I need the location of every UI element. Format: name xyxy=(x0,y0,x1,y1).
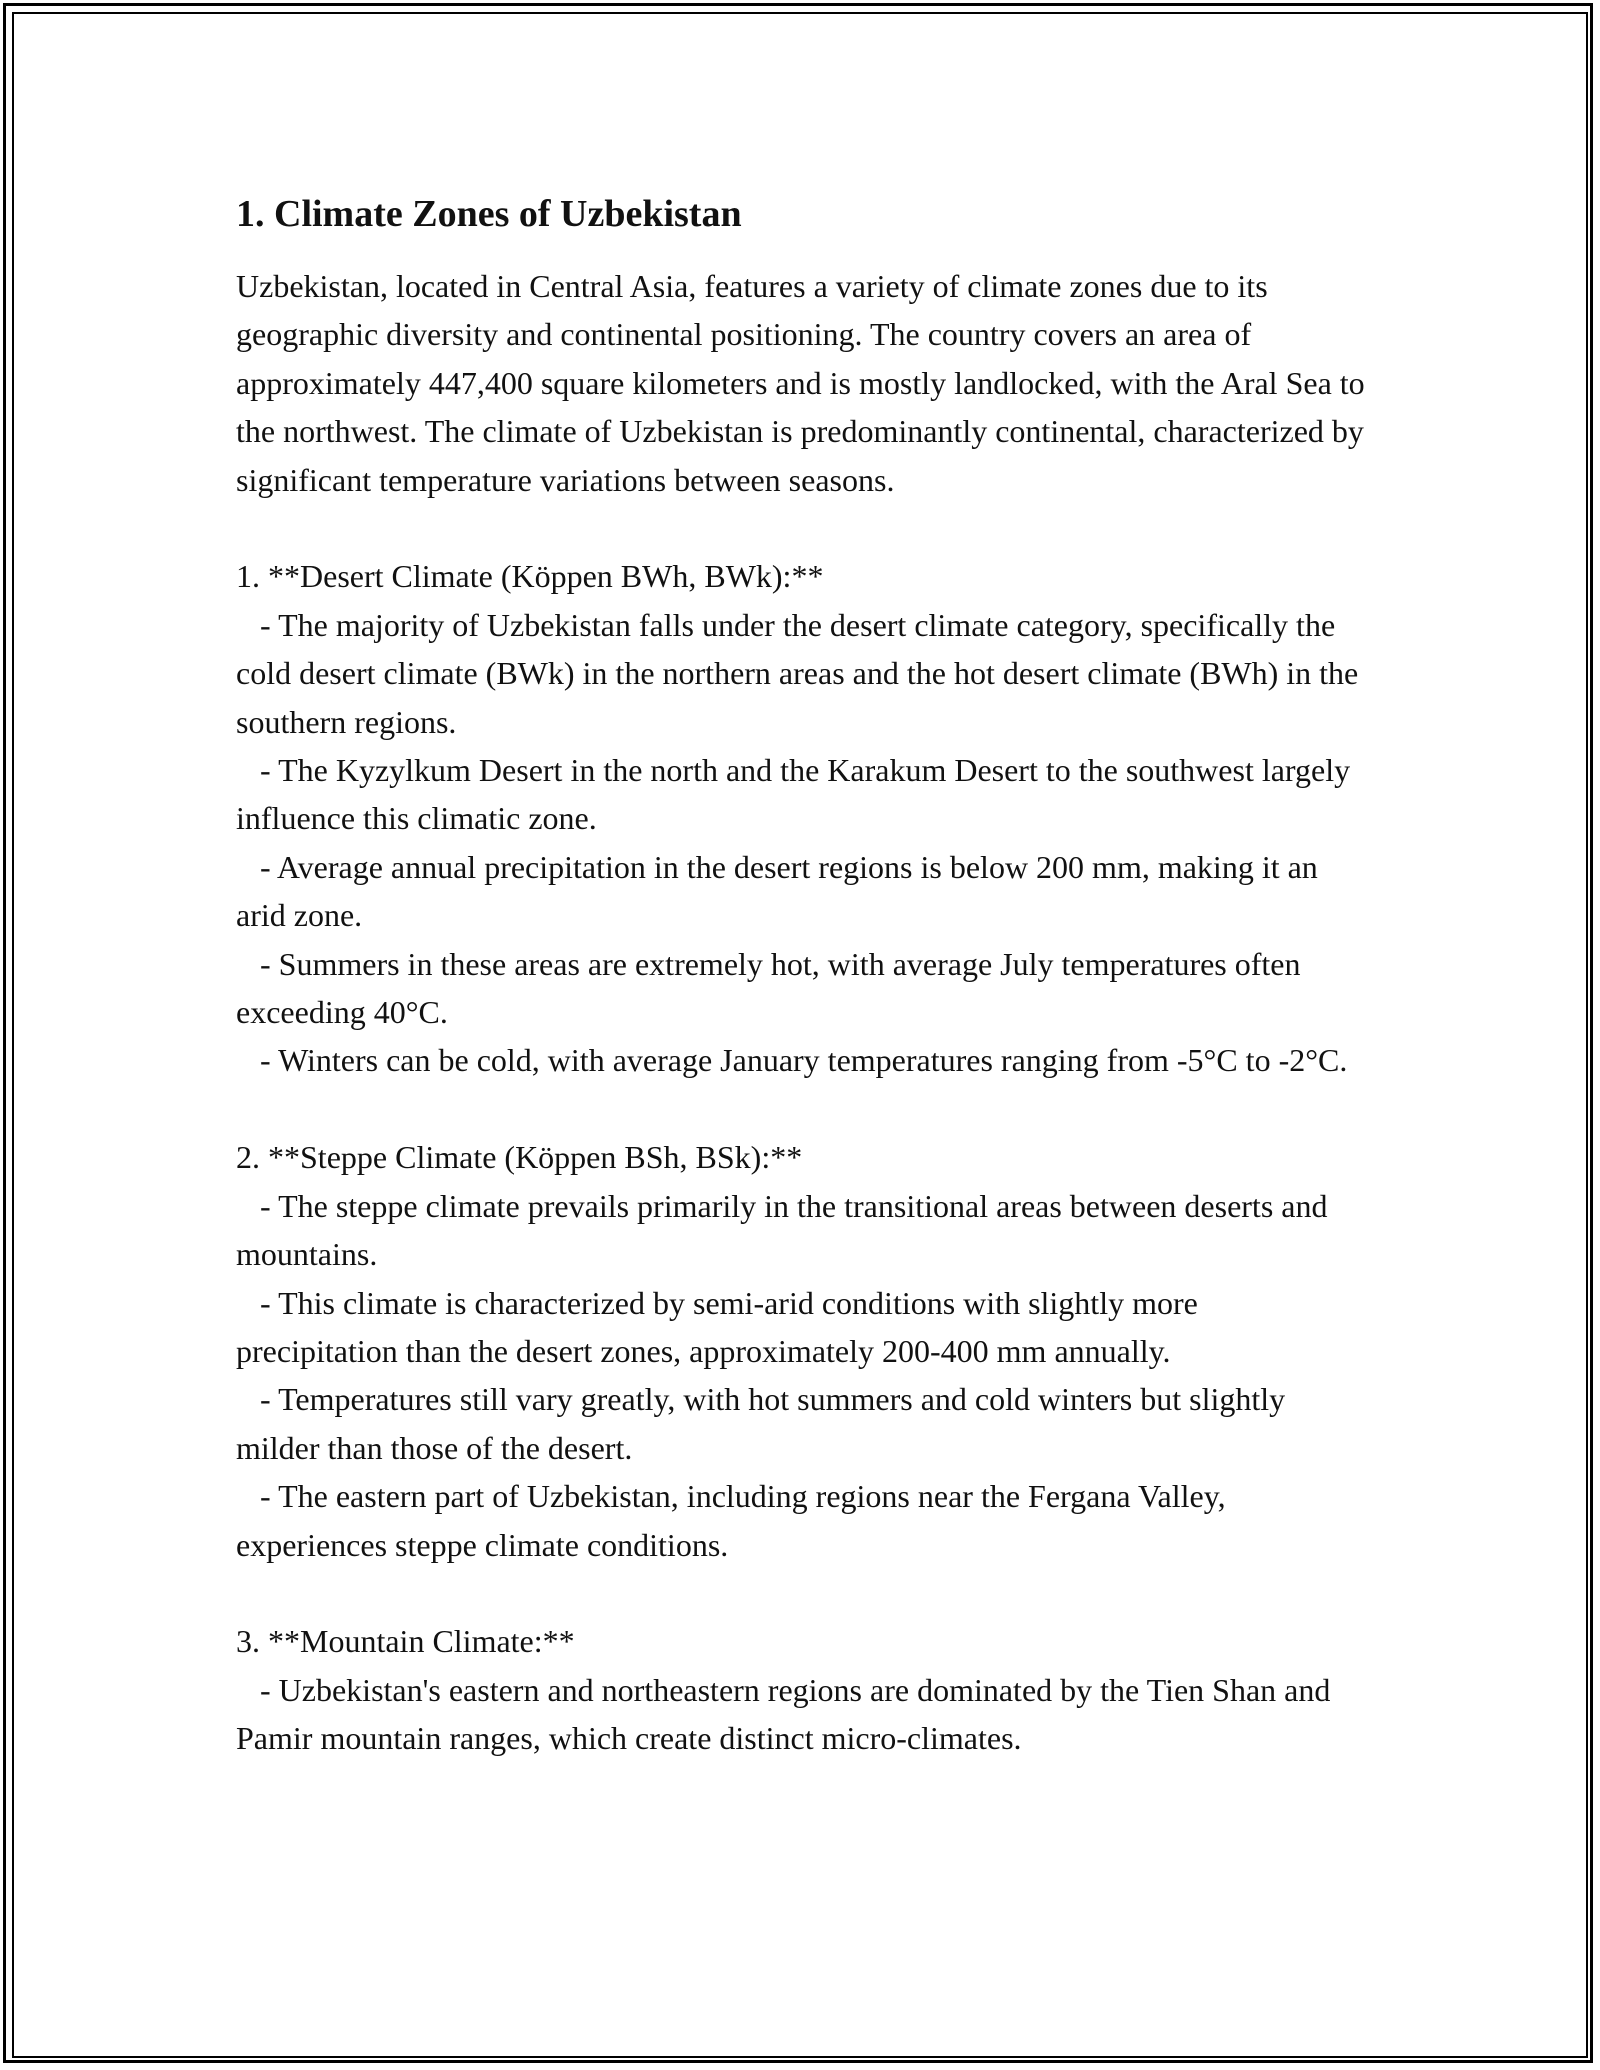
section-spacer xyxy=(236,1085,1366,1133)
list-item: - The majority of Uzbekistan falls under the desert climate category, specifically the cold desert climate (BWk) in the northern areas and the hot desert climate (BWh) in the southern regions. xyxy=(236,606,1367,740)
list-item: - Temperatures still vary greatly, with hot summers and cold winters but slightly milder than those of the desert. xyxy=(236,1381,1294,1466)
section-heading: 3. **Mountain Climate:** xyxy=(236,1623,575,1660)
list-item: - The Kyzylkum Desert in the north and the Karakum Desert to the southwest largely influence this climatic zone. xyxy=(236,752,1359,837)
section-steppe-climate xyxy=(236,1133,1366,1569)
document-title: 1. Climate Zones of Uzbekistan xyxy=(236,193,742,235)
section-spacer xyxy=(236,504,1366,552)
list-item: - Summers in these areas are extremely hot, with average July temperatures often exceeding 40°C. xyxy=(236,945,1309,1031)
section-spacer xyxy=(236,1569,1366,1617)
list-item: - The steppe climate prevails primarily in the transitional areas between deserts and mountains. xyxy=(236,1187,1336,1273)
section-heading: 2. **Steppe Climate (Köppen BSh, BSk):** xyxy=(236,1139,803,1176)
list-item: - Average annual precipitation in the desert regions is below 200 mm, making it an arid zone. xyxy=(236,848,1326,934)
document-page xyxy=(236,186,1366,1763)
list-item: - This climate is characterized by semi-arid conditions with slightly more precipitation than the desert zones, approximately 200-400 mm annually. xyxy=(236,1284,1206,1369)
section-heading: 1. **Desert Climate (Köppen BWh, BWk):** xyxy=(236,558,824,595)
list-item: - The eastern part of Uzbekistan, including regions near the Fergana Valley, experiences steppe climate conditions. xyxy=(236,1478,1234,1563)
list-item: - Winters can be cold, with average January temperatures ranging from -5°C to -2°C. xyxy=(236,1042,1348,1079)
section-mountain-climate xyxy=(236,1617,1366,1762)
section-desert-climate xyxy=(236,552,1366,1084)
intro-paragraph: Uzbekistan, located in Central Asia, features a variety of climate zones due to its geographic diversity and continental positioning. The country covers an area of approximately 447,400 square kilometers and is mostly landlocked, with the Aral Sea to the northwest. The climate of Uzbekistan is predominantly continental, characterized by significant temperature variations between seasons. xyxy=(236,268,1365,498)
list-item: - Uzbekistan's eastern and northeastern regions are dominated by the Tien Shan and Pamir mountain ranges, which create distinct micro-climates. xyxy=(236,1671,1339,1757)
